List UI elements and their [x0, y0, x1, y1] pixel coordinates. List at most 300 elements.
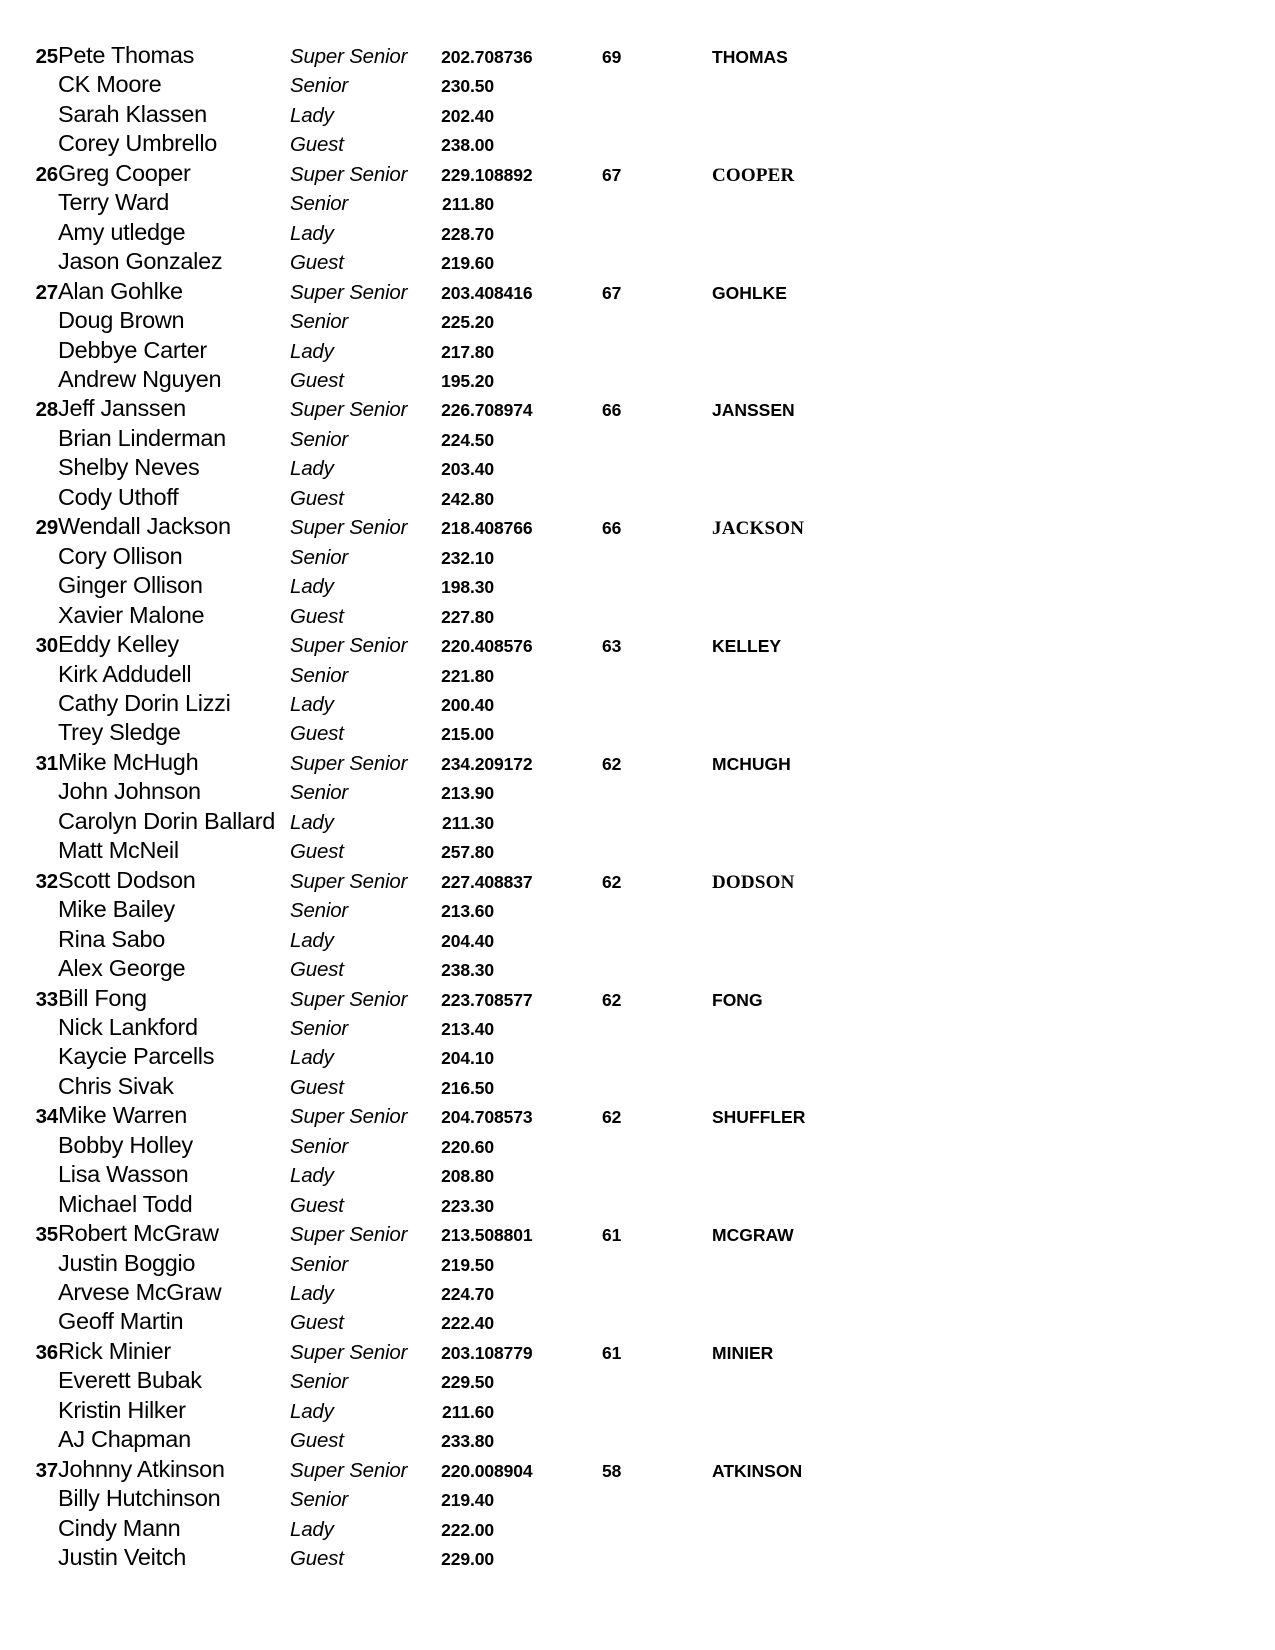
rank-blank — [0, 1367, 58, 1396]
bowler-average: 229.50 — [441, 1372, 494, 1393]
row-spacer — [1012, 985, 1275, 1014]
team-total-blank — [494, 454, 602, 483]
bowler-division: Senior — [290, 74, 349, 98]
team-rank: 34 — [35, 1105, 58, 1129]
bowler-average: 222.00 — [441, 1519, 494, 1540]
row-spacer — [1012, 837, 1275, 866]
team-points-blank — [602, 1544, 712, 1573]
bowler-name: Mike McHugh — [58, 748, 199, 775]
team-total-blank — [494, 1308, 602, 1337]
row-spacer — [1012, 1073, 1275, 1102]
team-name-blank — [712, 130, 1012, 159]
team-name: MINIER — [712, 1342, 774, 1363]
rank-blank — [0, 71, 58, 100]
table-row — [0, 896, 1275, 925]
bowler-division: Super Senior — [290, 398, 408, 422]
team-total-blank — [494, 1426, 602, 1455]
team-total-blank — [494, 189, 602, 218]
bowler-average: 195.20 — [441, 370, 494, 391]
table-row — [0, 1367, 1275, 1396]
team-points-blank — [602, 307, 712, 336]
bowler-name: Geoff Martin — [58, 1308, 184, 1335]
table-row — [0, 425, 1275, 454]
table-row — [0, 307, 1275, 336]
table-row — [0, 248, 1275, 277]
row-spacer — [1012, 778, 1275, 807]
rank-blank — [0, 130, 58, 159]
team-total-blank — [494, 1544, 602, 1573]
bowler-average: 220.00 — [441, 1460, 494, 1481]
team-name: KELLEY — [712, 636, 782, 657]
team-total-blank — [494, 1073, 602, 1102]
team-name-blank — [712, 1073, 1012, 1102]
bowler-average: 213.60 — [441, 901, 494, 922]
table-row — [0, 719, 1275, 748]
team-name-blank — [712, 484, 1012, 513]
bowler-average: 229.10 — [441, 164, 494, 185]
bowler-name: Alan Gohlke — [58, 277, 183, 304]
table-row — [0, 484, 1275, 513]
rank-blank — [0, 101, 58, 130]
row-spacer — [1012, 896, 1275, 925]
rank-blank — [0, 1250, 58, 1279]
bowler-division: Guest — [290, 722, 344, 746]
bowler-average: 227.40 — [441, 871, 494, 892]
table-row — [0, 366, 1275, 395]
team-name-blank — [712, 101, 1012, 130]
team-total-blank — [494, 926, 602, 955]
bowler-division: Guest — [290, 1193, 344, 1217]
table-row — [0, 926, 1275, 955]
bowler-average: 228.70 — [441, 223, 494, 244]
team-points: 58 — [602, 1460, 622, 1481]
team-rank: 32 — [35, 869, 58, 893]
team-points-blank — [602, 1308, 712, 1337]
team-points-blank — [602, 425, 712, 454]
team-total: 8576 — [494, 636, 533, 657]
rank-blank — [0, 1043, 58, 1072]
bowler-division: Super Senior — [290, 1458, 408, 1482]
bowler-name: Wendall Jackson — [58, 513, 231, 540]
bowler-average: 202.40 — [441, 105, 494, 126]
bowler-division: Lady — [290, 1164, 334, 1188]
bowler-division: Lady — [290, 928, 334, 952]
bowler-division: Super Senior — [290, 1340, 408, 1364]
bowler-division: Guest — [290, 958, 344, 982]
row-spacer — [1012, 307, 1275, 336]
bowler-average: 213.40 — [441, 1018, 494, 1039]
bowler-name: Mike Bailey — [58, 896, 175, 923]
team-points-blank — [602, 926, 712, 955]
table-row — [0, 1043, 1275, 1072]
row-spacer — [1012, 160, 1275, 189]
table-row — [0, 337, 1275, 366]
team-points-blank — [602, 1132, 712, 1161]
team-name-blank — [712, 307, 1012, 336]
bowler-average: 238.30 — [441, 960, 494, 981]
team-total-blank — [494, 71, 602, 100]
team-name-blank — [712, 543, 1012, 572]
bowler-name: Cory Ollison — [58, 542, 183, 569]
team-name: MCHUGH — [712, 753, 791, 774]
table-row — [0, 867, 1275, 896]
bowler-division: Senior — [290, 1488, 349, 1512]
bowler-name: Everett Bubak — [58, 1367, 202, 1394]
rank-blank — [0, 778, 58, 807]
table-row — [0, 543, 1275, 572]
row-spacer — [1012, 1426, 1275, 1455]
table-row — [0, 42, 1275, 71]
team-points-blank — [602, 1191, 712, 1220]
table-row — [0, 1014, 1275, 1043]
row-spacer — [1012, 248, 1275, 277]
table-row — [0, 602, 1275, 631]
team-total-blank — [494, 837, 602, 866]
bowler-name: Jason Gonzalez — [58, 248, 223, 275]
bowler-division: Lady — [290, 339, 334, 363]
bowler-division: Guest — [290, 251, 344, 275]
row-spacer — [1012, 278, 1275, 307]
team-total: 8577 — [494, 989, 533, 1010]
bowler-average: 202.70 — [441, 47, 494, 67]
team-total-blank — [494, 719, 602, 748]
team-rank: 25 — [35, 45, 58, 68]
table-row — [0, 572, 1275, 601]
team-rank: 35 — [35, 1223, 58, 1247]
team-points-blank — [602, 1279, 712, 1308]
bowler-division: Lady — [290, 1517, 334, 1541]
team-name-blank — [712, 1161, 1012, 1190]
team-name-blank — [712, 1397, 1012, 1426]
bowler-average: 227.80 — [441, 606, 494, 627]
bowler-name: Cindy Mann — [58, 1514, 181, 1541]
bowler-division: Guest — [290, 1075, 344, 1099]
table-row — [0, 219, 1275, 248]
bowler-average: 223.30 — [441, 1195, 494, 1216]
team-name-blank — [712, 955, 1012, 984]
table-body — [0, 42, 1275, 1574]
team-total-blank — [494, 101, 602, 130]
table-row — [0, 1102, 1275, 1131]
team-total-blank — [494, 690, 602, 719]
bowler-average: 211.60 — [442, 1401, 494, 1422]
team-name-blank — [712, 1515, 1012, 1544]
bowler-average: 217.80 — [441, 341, 494, 362]
rank-blank — [0, 1426, 58, 1455]
bowler-average: 204.10 — [441, 1048, 494, 1069]
team-name: COOPER — [712, 164, 795, 186]
bowler-average: 223.70 — [441, 989, 494, 1010]
bowler-division: Guest — [290, 133, 344, 157]
rank-blank — [0, 1397, 58, 1426]
bowler-name: Kaycie Parcells — [58, 1043, 215, 1070]
table-row — [0, 1161, 1275, 1190]
bowler-division: Lady — [290, 575, 334, 599]
team-points-blank — [602, 337, 712, 366]
bowler-average: 257.80 — [441, 842, 494, 863]
team-points-blank — [602, 71, 712, 100]
team-total-blank — [494, 219, 602, 248]
bowler-division: Guest — [290, 604, 344, 628]
bowler-name: Debbye Carter — [58, 336, 207, 363]
rank-blank — [0, 454, 58, 483]
table-row — [0, 808, 1275, 837]
team-points: 62 — [602, 989, 622, 1010]
team-points: 67 — [602, 164, 622, 185]
bowler-name: Justin Veitch — [58, 1544, 187, 1571]
bowler-name: Andrew Nguyen — [58, 365, 222, 392]
bowler-name: Doug Brown — [58, 307, 185, 334]
team-name-blank — [712, 1250, 1012, 1279]
team-rank: 30 — [35, 634, 58, 658]
bowler-division: Super Senior — [290, 45, 408, 68]
team-name-blank — [712, 454, 1012, 483]
row-spacer — [1012, 749, 1275, 778]
bowler-division: Guest — [290, 486, 344, 510]
team-total-blank — [494, 366, 602, 395]
row-spacer — [1012, 719, 1275, 748]
team-total-blank — [494, 130, 602, 159]
row-spacer — [1012, 1544, 1275, 1573]
bowler-name: Brian Linderman — [58, 424, 226, 451]
bowler-name: Justin Boggio — [58, 1249, 196, 1276]
team-name-blank — [712, 896, 1012, 925]
team-points-blank — [602, 1426, 712, 1455]
team-name: JANSSEN — [712, 400, 795, 421]
team-rank: 31 — [35, 751, 58, 775]
table-row — [0, 1220, 1275, 1249]
table-row — [0, 837, 1275, 866]
table-row — [0, 1073, 1275, 1102]
row-spacer — [1012, 130, 1275, 159]
bowler-average: 220.60 — [441, 1136, 494, 1157]
team-name: MCGRAW — [712, 1225, 794, 1246]
bowler-average: 226.70 — [441, 400, 494, 421]
team-name-blank — [712, 1014, 1012, 1043]
rank-blank — [0, 602, 58, 631]
row-spacer — [1012, 366, 1275, 395]
team-total: 8416 — [494, 282, 533, 303]
team-rank: 29 — [35, 516, 58, 540]
team-points: 61 — [602, 1225, 622, 1246]
bowler-name: Greg Cooper — [58, 159, 191, 186]
bowler-average: 216.50 — [441, 1077, 494, 1098]
team-total: 8837 — [494, 871, 533, 892]
bowler-division: Senior — [290, 781, 349, 805]
row-spacer — [1012, 1191, 1275, 1220]
bowler-average: 238.00 — [441, 135, 494, 156]
row-spacer — [1012, 631, 1275, 660]
rank-blank — [0, 1014, 58, 1043]
bowler-division: Lady — [290, 1399, 334, 1423]
bowler-division: Senior — [290, 545, 349, 569]
team-total-blank — [494, 955, 602, 984]
bowler-name: Carolyn Dorin Ballard — [58, 807, 276, 834]
team-points: 66 — [602, 400, 622, 421]
bowler-average: 208.80 — [441, 1166, 494, 1187]
table-row — [0, 1279, 1275, 1308]
row-spacer — [1012, 926, 1275, 955]
rank-blank — [0, 1132, 58, 1161]
team-total-blank — [494, 661, 602, 690]
row-spacer — [1012, 867, 1275, 896]
team-points: 69 — [602, 47, 622, 67]
team-name-blank — [712, 71, 1012, 100]
rank-blank — [0, 366, 58, 395]
row-spacer — [1012, 1515, 1275, 1544]
team-name: THOMAS — [712, 47, 788, 67]
bowler-division: Lady — [290, 1282, 334, 1306]
rank-blank — [0, 1485, 58, 1514]
table-row — [0, 1250, 1275, 1279]
row-spacer — [1012, 484, 1275, 513]
bowler-average: 230.50 — [441, 76, 494, 97]
team-points: 62 — [602, 1107, 622, 1128]
bowler-average: 203.10 — [441, 1342, 494, 1363]
bowler-average: 203.40 — [441, 282, 494, 303]
bowler-average: 222.40 — [441, 1313, 494, 1334]
rank-blank — [0, 1161, 58, 1190]
team-points-blank — [602, 454, 712, 483]
bowler-division: Senior — [290, 192, 349, 216]
team-total-blank — [494, 808, 602, 837]
row-spacer — [1012, 425, 1275, 454]
bowler-division: Super Senior — [290, 1105, 408, 1129]
team-total: 8766 — [494, 518, 533, 539]
team-name-blank — [712, 337, 1012, 366]
team-name-blank — [712, 1544, 1012, 1573]
bowler-name: CK Moore — [58, 71, 162, 98]
bowler-division: Senior — [290, 310, 349, 334]
bowler-average: 233.80 — [441, 1431, 494, 1452]
table-row — [0, 130, 1275, 159]
rank-blank — [0, 1191, 58, 1220]
row-spacer — [1012, 661, 1275, 690]
bowler-name: Shelby Neves — [58, 454, 200, 481]
team-points: 66 — [602, 518, 622, 539]
team-total-blank — [494, 1161, 602, 1190]
row-spacer — [1012, 1220, 1275, 1249]
team-total: 9172 — [494, 753, 533, 774]
row-spacer — [1012, 572, 1275, 601]
bowler-name: Lisa Wasson — [58, 1161, 189, 1188]
row-spacer — [1012, 42, 1275, 71]
table-row — [0, 278, 1275, 307]
bowler-name: Mike Warren — [58, 1102, 188, 1129]
bowler-average: 198.30 — [441, 577, 494, 598]
team-name-blank — [712, 572, 1012, 601]
table-row — [0, 1485, 1275, 1514]
table-row — [0, 160, 1275, 189]
bowler-name: Robert McGraw — [58, 1220, 219, 1247]
rank-blank — [0, 808, 58, 837]
rank-blank — [0, 1073, 58, 1102]
team-points-blank — [602, 719, 712, 748]
team-name-blank — [712, 926, 1012, 955]
row-spacer — [1012, 395, 1275, 424]
team-standings-table — [0, 42, 1275, 1574]
bowler-division: Super Senior — [290, 162, 408, 186]
bowler-average: 232.10 — [441, 547, 494, 568]
team-points-blank — [602, 778, 712, 807]
bowler-division: Super Senior — [290, 1223, 408, 1247]
team-points-blank — [602, 189, 712, 218]
rank-blank — [0, 248, 58, 277]
team-total-blank — [494, 1515, 602, 1544]
team-name-blank — [712, 366, 1012, 395]
bowler-name: Rina Sabo — [58, 925, 166, 952]
bowler-average: 220.40 — [441, 636, 494, 657]
team-name: DODSON — [712, 871, 795, 893]
table-row — [0, 1544, 1275, 1573]
bowler-name: Rick Minier — [58, 1337, 171, 1364]
bowler-name: AJ Chapman — [58, 1426, 191, 1453]
bowler-average: 213.90 — [441, 783, 494, 804]
row-spacer — [1012, 1397, 1275, 1426]
bowler-name: Arvese McGraw — [58, 1279, 222, 1306]
table-row — [0, 778, 1275, 807]
bowler-division: Guest — [290, 1311, 344, 1335]
bowler-average: 200.40 — [441, 694, 494, 715]
bowler-name: Matt McNeil — [58, 837, 179, 864]
bowler-name: Pete Thomas — [58, 42, 195, 68]
team-name-blank — [712, 1043, 1012, 1072]
bowler-division: Senior — [290, 1016, 349, 1040]
team-points: 62 — [602, 753, 622, 774]
team-points-blank — [602, 1250, 712, 1279]
rank-blank — [0, 719, 58, 748]
team-total-blank — [494, 778, 602, 807]
bowler-division: Lady — [290, 692, 334, 716]
rank-blank — [0, 1544, 58, 1573]
team-name-blank — [712, 778, 1012, 807]
bowler-average: 221.80 — [441, 665, 494, 686]
team-total-blank — [494, 602, 602, 631]
table-row — [0, 513, 1275, 542]
rank-blank — [0, 661, 58, 690]
row-spacer — [1012, 1308, 1275, 1337]
bowler-average: 242.80 — [441, 488, 494, 509]
team-total-blank — [494, 896, 602, 925]
team-name-blank — [712, 661, 1012, 690]
team-total: 8573 — [494, 1107, 533, 1128]
team-points-blank — [602, 1485, 712, 1514]
table-row — [0, 690, 1275, 719]
team-points-blank — [602, 1161, 712, 1190]
bowler-average: 213.50 — [441, 1225, 494, 1246]
team-name: GOHLKE — [712, 282, 787, 303]
rank-blank — [0, 572, 58, 601]
team-points-blank — [602, 1014, 712, 1043]
rank-blank — [0, 896, 58, 925]
team-points: 67 — [602, 282, 622, 303]
table-row — [0, 1515, 1275, 1544]
table-row — [0, 955, 1275, 984]
team-total-blank — [494, 425, 602, 454]
row-spacer — [1012, 454, 1275, 483]
bowler-name: Bobby Holley — [58, 1131, 193, 1158]
bowler-division: Senior — [290, 1252, 349, 1276]
bowler-average: 234.20 — [441, 753, 494, 774]
bowler-division: Senior — [290, 1134, 349, 1158]
table-row — [0, 1397, 1275, 1426]
table-row — [0, 1191, 1275, 1220]
team-name-blank — [712, 1308, 1012, 1337]
team-name-blank — [712, 690, 1012, 719]
rank-blank — [0, 955, 58, 984]
team-name-blank — [712, 1426, 1012, 1455]
team-points-blank — [602, 690, 712, 719]
